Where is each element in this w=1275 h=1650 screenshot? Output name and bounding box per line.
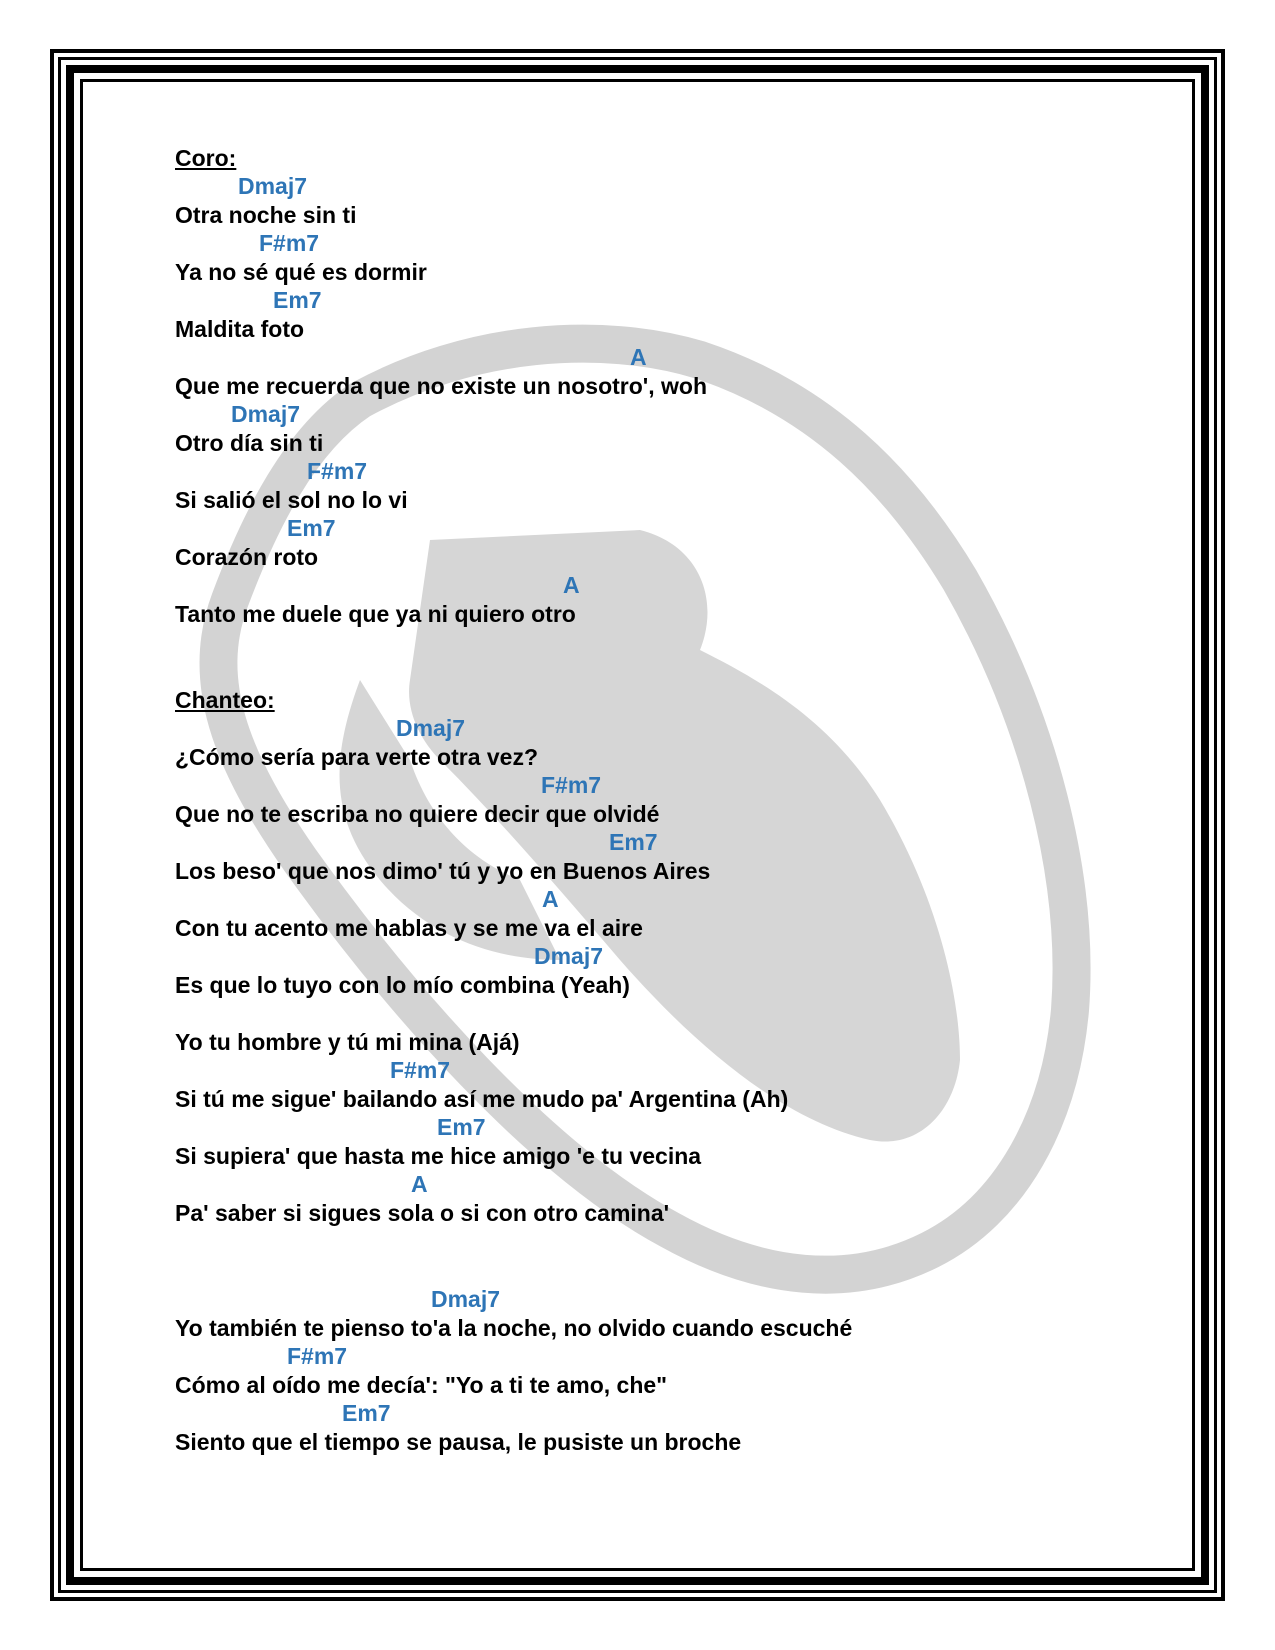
chord-label: F#m7: [390, 1057, 451, 1083]
chord-label: A: [542, 886, 559, 912]
lyric-line: Es que lo tuyo con lo mío combina (Yeah): [175, 972, 630, 998]
section-heading-coro: Coro:: [175, 145, 237, 171]
section-heading-chanteo: Chanteo:: [175, 687, 275, 713]
lyric-line: Que no te escriba no quiere decir que olvidé: [175, 801, 660, 827]
lyric-line: ¿Cómo sería para verte otra vez?: [175, 744, 539, 770]
chord-label: Dmaj7: [238, 173, 308, 199]
chord-label: Dmaj7: [231, 401, 301, 427]
chord-label: A: [563, 572, 580, 598]
chord-label: F#m7: [259, 230, 320, 256]
lyric-line: Yo tu hombre y tú mi mina (Ajá): [175, 1029, 520, 1055]
chord-label: Em7: [437, 1114, 486, 1140]
chord-label: Em7: [342, 1400, 391, 1426]
lyric-line: Siento que el tiempo se pausa, le pusiste un broche: [175, 1429, 742, 1455]
chord-label: A: [630, 344, 647, 370]
lyric-line: Cómo al oído me decía': "Yo a ti te amo, che": [175, 1372, 668, 1398]
lyric-line: Corazón roto: [175, 544, 319, 570]
lyric-line: Los beso' que nos dimo' tú y yo en Buenos Aires: [175, 858, 711, 884]
lyric-line: Otra noche sin ti: [175, 202, 357, 228]
chord-label: Dmaj7: [396, 715, 466, 741]
lyric-line: Que me recuerda que no existe un nosotro', woh: [175, 373, 708, 399]
lyric-line: Si supiera' que hasta me hice amigo 'e tu vecina: [175, 1143, 702, 1169]
lyric-line: Tanto me duele que ya ni quiero otro: [175, 601, 576, 627]
lyric-line: Maldita foto: [175, 316, 305, 342]
chord-label: Dmaj7: [431, 1286, 501, 1312]
chord-label: F#m7: [287, 1343, 348, 1369]
lyric-line: Si tú me sigue' bailando así me mudo pa' Argentina (Ah): [175, 1086, 789, 1112]
chord-label: Em7: [273, 287, 322, 313]
lyric-line: Pa' saber si sigues sola o si con otro camina': [175, 1200, 670, 1226]
lyric-line: Otro día sin ti: [175, 430, 324, 456]
chord-label: F#m7: [307, 458, 368, 484]
lyric-line: Si salió el sol no lo vi: [175, 487, 408, 513]
lyric-line: Con tu acento me hablas y se me va el aire: [175, 915, 643, 941]
lyric-line: Ya no sé qué es dormir: [175, 259, 427, 285]
chord-label: Em7: [287, 515, 336, 541]
chord-label: A: [411, 1171, 428, 1197]
lyric-line: Yo también te pienso to'a la noche, no olvido cuando escuché: [175, 1315, 853, 1341]
chord-label: Em7: [609, 829, 658, 855]
chord-label: F#m7: [541, 772, 602, 798]
chord-label: Dmaj7: [534, 943, 604, 969]
